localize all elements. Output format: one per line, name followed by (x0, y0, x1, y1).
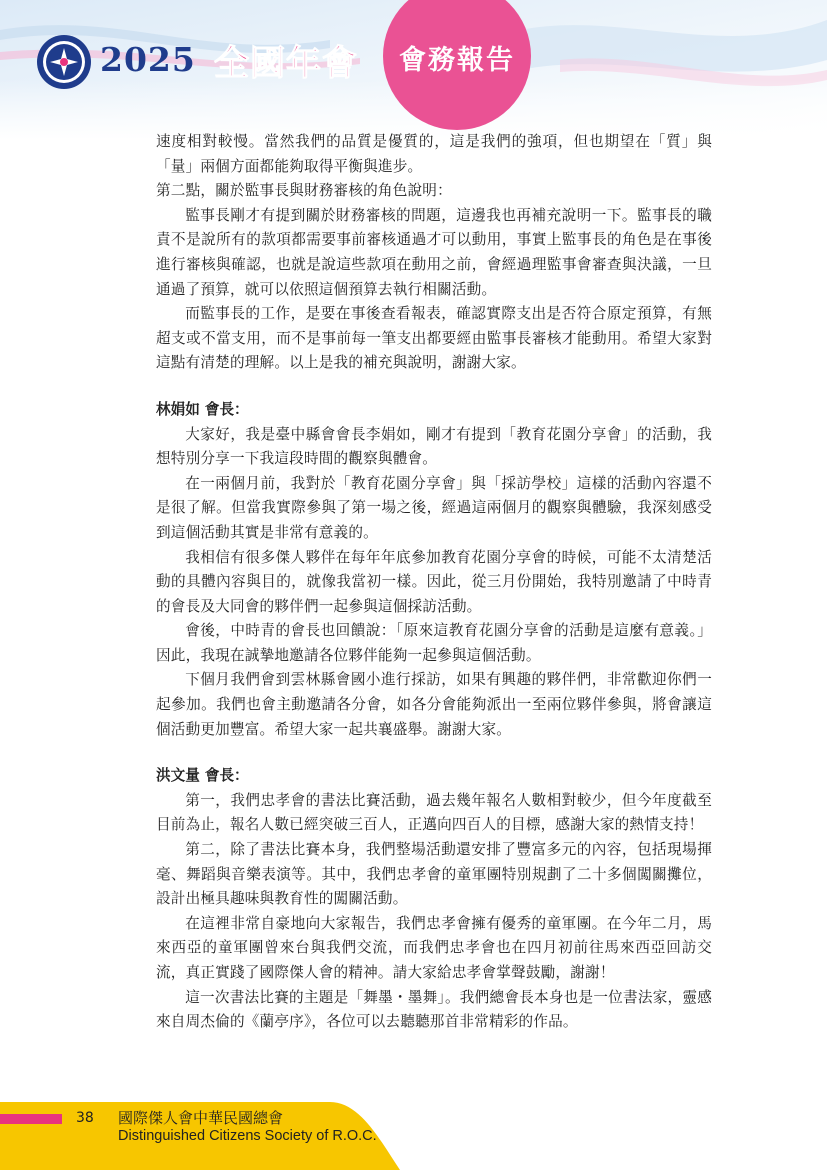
paragraph: 第一，我們忠孝會的書法比賽活動，過去幾年報名人數相對較少，但今年度截至目前為止，報名人數已經突破三百人，正邁向四百人的目標，感謝大家的熱情支持！ (156, 791, 712, 834)
paragraph: 我相信有很多傑人夥伴在每年年底參加教育花園分享會的時候，可能不太清楚活動的具體內容與目的，就像我當初一樣。因此，從三月份開始，我特別邀請了中時青的會長及大同會的夥伴們一起參與這個採訪活動。 (156, 548, 712, 615)
paragraph: 下個月我們會到雲林縣會國小進行採訪，如果有興趣的夥伴們，非常歡迎你們一起參加。我們也會主動邀請各分會，如各分會能夠派出一至兩位夥伴參與，將會讓這個活動更加豐富。希望大家一起共襄盛舉。謝謝大家。 (156, 671, 712, 738)
section-title: 會務報告 (399, 45, 515, 76)
paragraph: 速度相對較慢。當然我們的品質是優質的，這是我們的強項，但也期望在「質」與「量」兩個方面都能夠取得平衡與進步。 (156, 133, 712, 175)
header-event-title: 全國年會 (214, 44, 359, 84)
speaker-heading: 林娟如 會長： (156, 400, 249, 418)
paragraph: 第二，除了書法比賽本身，我們整場活動還安排了豐富多元的內容，包括現場揮毫、舞蹈與音樂表演等。其中，我們忠孝會的童軍團特別規劃了二十多個闖關攤位，設計出極具趣味與教育性的闖關活動。 (156, 841, 712, 908)
paragraph: 這一次書法比賽的主題是「舞墨・墨舞」。我們總會長本身也是一位書法家，靈感來自周杰倫的《蘭亭序》，各位可以去聽聽那首非常精彩的作品。 (156, 988, 712, 1031)
organization-name-zh: 國際傑人會中華民國總會 (118, 1109, 284, 1127)
society-emblem-icon (36, 34, 92, 90)
paragraph: 第二點，關於監事長與財務審核的角色說明： (156, 182, 452, 200)
paragraph: 會後，中時青的會長也回饋說：「原來這教育花園分享會的活動是這麼有意義。」因此，我現在誠摯地邀請各位夥伴能夠一起參與這個活動。 (156, 622, 712, 664)
page-number: 38 (76, 1110, 94, 1126)
paragraph: 在一兩個月前，我對於「教育花園分享會」與「採訪學校」這樣的活動內容還不是很了解。但當我實際參與了第一場之後，經過這兩個月的觀察與體驗，我深刻感受到這個活動其實是非常有意義的。 (156, 474, 712, 541)
paragraph: 大家好，我是臺中縣會會長李娟如，剛才有提到「教育花園分享會」的活動，我想特別分享一下我這段時間的觀察與體會。 (156, 425, 712, 468)
header-year: 2025 (100, 40, 196, 79)
paragraph: 在這裡非常自豪地向大家報告，我們忠孝會擁有優秀的童軍團。在今年二月，馬來西亞的童軍團曾來台與我們交流，而我們忠孝會也在四月初前往馬來西亞回訪交流，真正實踐了國際傑人會的精神。請大家給忠孝會掌聲鼓勵，謝謝！ (156, 914, 712, 981)
speaker-heading: 洪文量 會長： (156, 767, 249, 785)
paragraph: 而監事長的工作，是要在事後查看報表，確認實際支出是否符合原定預算，有無超支或不當支用，而不是事前每一筆支出都要經由監事長審核才能動用。希望大家對這點有清楚的理解。以上是我的補充與說明，謝謝大家。 (156, 305, 712, 372)
organization-name-en: Distinguished Citizens Society of R.O.C. (118, 1128, 377, 1144)
paragraph: 監事長剛才有提到關於財務審核的問題，這邊我也再補充說明一下。監事長的職責不是說所有的款項都需要事前審核通過才可以動用，事實上監事長的角色是在事後進行審核與確認，也就是說這些款項在動用之前，會經過理監事會審查與決議，一旦通過了預算，就可以依照這個預算去執行相關活動。 (156, 206, 712, 298)
report-body (156, 130, 712, 1035)
